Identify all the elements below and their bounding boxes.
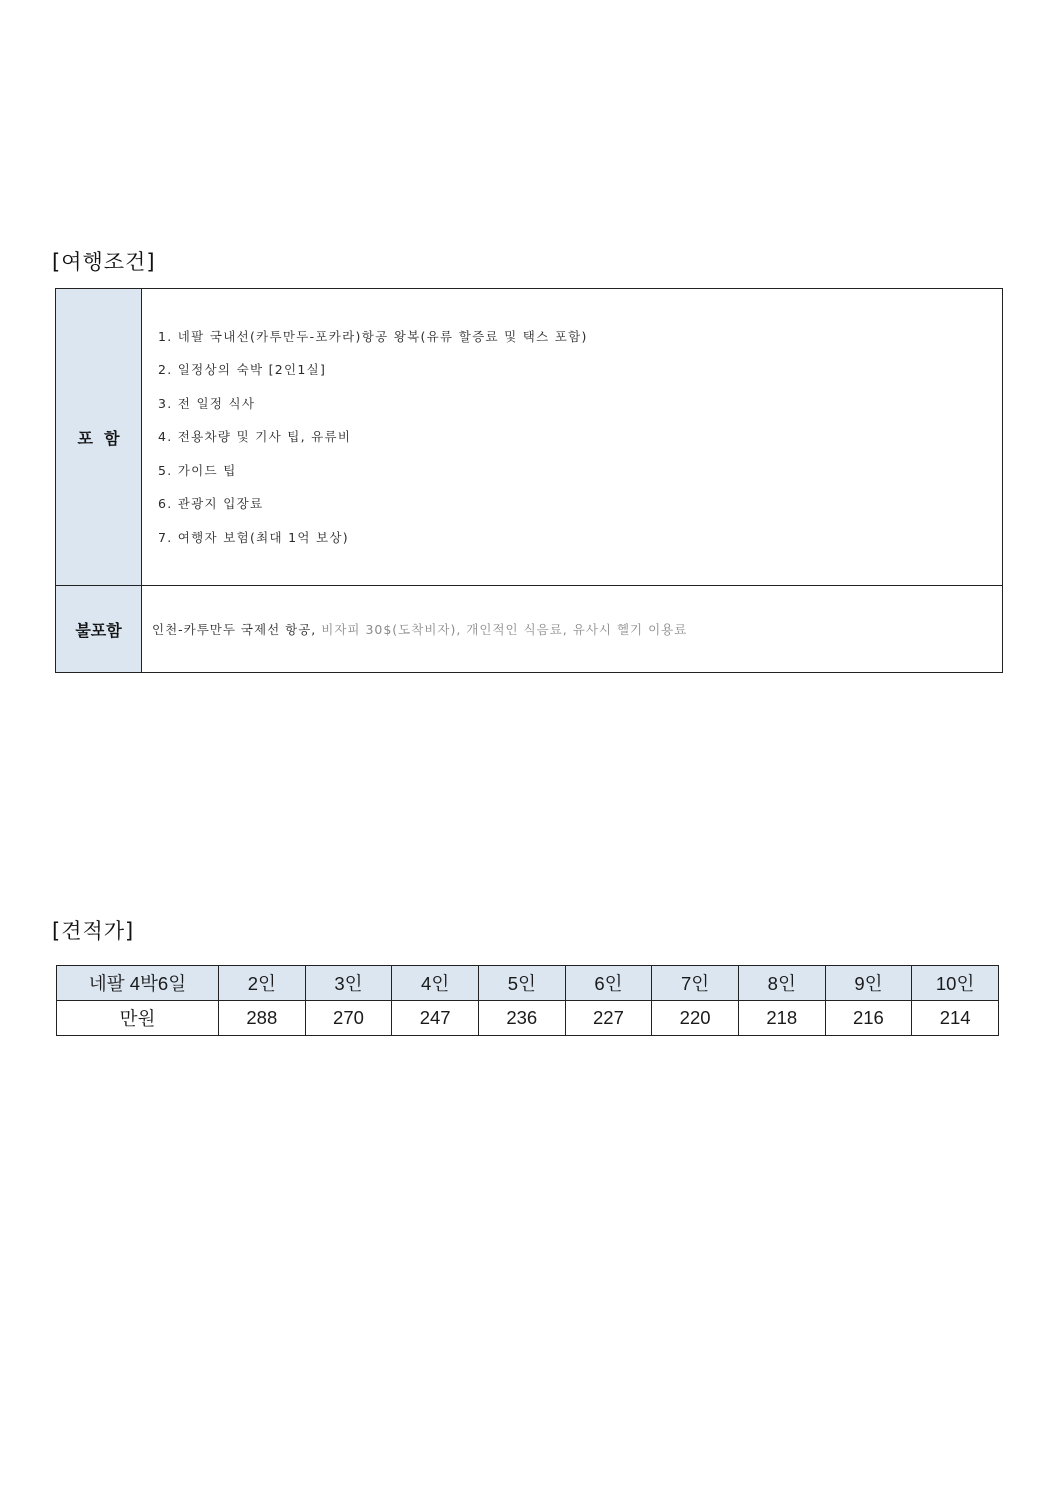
exclude-text-secondary: 비자피 30$(도착비자), 개인적인 식음료, 유사시 헬기 이용료 <box>316 622 688 637</box>
quote-section-title: [견적가] <box>52 919 135 943</box>
include-item: 6. 관광지 입장료 <box>158 496 264 512</box>
quote-price-cell: 216 <box>825 1001 912 1036</box>
include-item: 1. 네팔 국내선(카투만두-포카라)항공 왕복(유류 할증료 및 택스 포함) <box>158 328 588 344</box>
include-label: 포 함 <box>56 289 142 586</box>
quote-column-header: 8인 <box>738 966 825 1001</box>
quote-header-label: 네팔 4박6일 <box>57 966 219 1001</box>
quote-price-cell: 270 <box>305 1001 392 1036</box>
quote-price-cell: 218 <box>738 1001 825 1036</box>
quote-price-cell: 214 <box>912 1001 999 1036</box>
include-item: 5. 가이드 팁 <box>158 462 237 478</box>
quote-column-header: 2인 <box>219 966 306 1001</box>
quote-header-row <box>57 966 999 1001</box>
quote-price-cell: 227 <box>565 1001 652 1036</box>
quote-table <box>56 965 999 1036</box>
quote-column-header: 3인 <box>305 966 392 1001</box>
exclude-content <box>142 586 1003 673</box>
include-item: 3. 전 일정 식사 <box>158 395 256 411</box>
quote-column-header: 6인 <box>565 966 652 1001</box>
conditions-table <box>55 288 1003 673</box>
quote-price-cell: 236 <box>478 1001 565 1036</box>
quote-column-header: 10인 <box>912 966 999 1001</box>
quote-price-cell: 247 <box>392 1001 479 1036</box>
quote-column-header: 5인 <box>478 966 565 1001</box>
include-row <box>56 289 1003 586</box>
quote-unit-label: 만원 <box>57 1001 219 1036</box>
quote-column-header: 7인 <box>652 966 739 1001</box>
quote-column-header: 9인 <box>825 966 912 1001</box>
exclude-text <box>142 620 1002 638</box>
quote-price-row <box>57 1001 999 1036</box>
exclude-label: 불포함 <box>56 586 142 673</box>
quote-column-header: 4인 <box>392 966 479 1001</box>
quote-price-cell: 288 <box>219 1001 306 1036</box>
include-list <box>142 320 1002 555</box>
exclude-text-primary: 인천-카투만두 국제선 항공, <box>152 622 317 637</box>
include-content <box>142 289 1003 586</box>
quote-price-cell: 220 <box>652 1001 739 1036</box>
include-item: 4. 전용차량 및 기사 팁, 유류비 <box>158 429 352 445</box>
include-item: 7. 여행자 보험(최대 1억 보상) <box>158 529 349 545</box>
conditions-section-title: [여행조건] <box>52 250 156 274</box>
include-item: 2. 일정상의 숙박 [2인1실] <box>158 362 327 378</box>
exclude-row <box>56 586 1003 673</box>
